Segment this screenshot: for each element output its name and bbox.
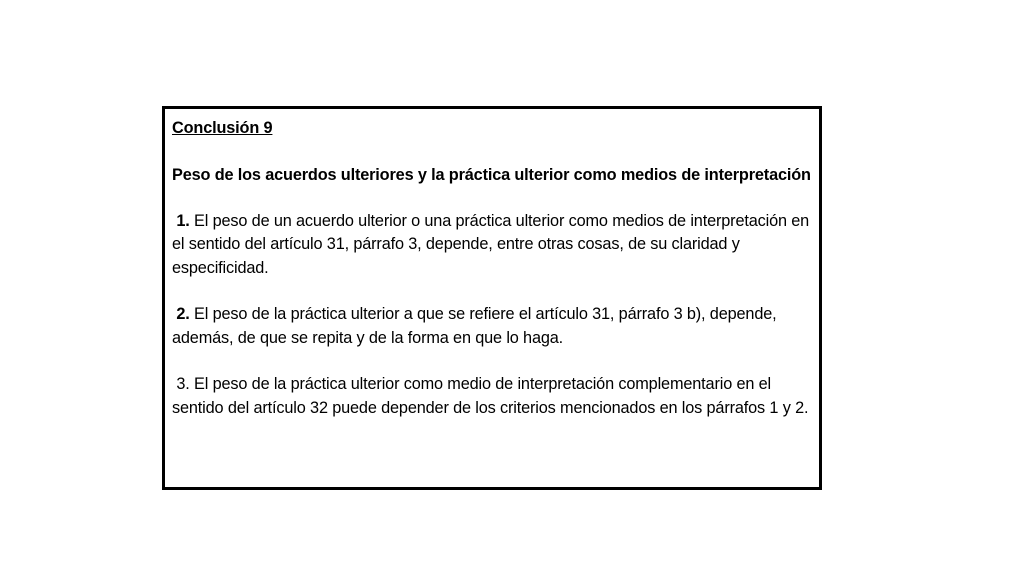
conclusion-heading: Peso de los acuerdos ulteriores y la práctica ulterior como medios de interpretación [172,165,811,184]
paragraph-3-number: 3. [176,375,190,394]
paragraph-2 [172,303,820,350]
paragraph-3-text: El peso de la práctica ulterior como medio de interpretación complementario en el sentido del artículo 32 puede depender de los criterios mencionados en los párrafos 1 y 2. [172,375,809,417]
paragraph-1-number: 1. [176,212,190,231]
paragraph-1 [172,210,820,280]
spacer [172,140,820,163]
conclusion-text-box [162,106,822,490]
spacer [172,187,820,210]
paragraph-1-text: El peso de un acuerdo ulterior o una práctica ulterior como medios de interpretación en el sentido del artículo 31, párrafo 3, depende, entre otras cosas, de su claridad y especificidad. [172,212,810,277]
paragraph-2-number: 2. [176,305,190,324]
paragraph-2-text: El peso de la práctica ulterior a que se refiere el artículo 31, párrafo 3 b), depende, además, de que se repita y de la forma en que lo haga. [172,305,777,347]
spacer [172,350,820,373]
paragraph-3 [172,373,820,420]
conclusion-title: Conclusión 9 [172,119,273,137]
spacer [172,280,820,303]
conclusion-content [172,117,820,420]
